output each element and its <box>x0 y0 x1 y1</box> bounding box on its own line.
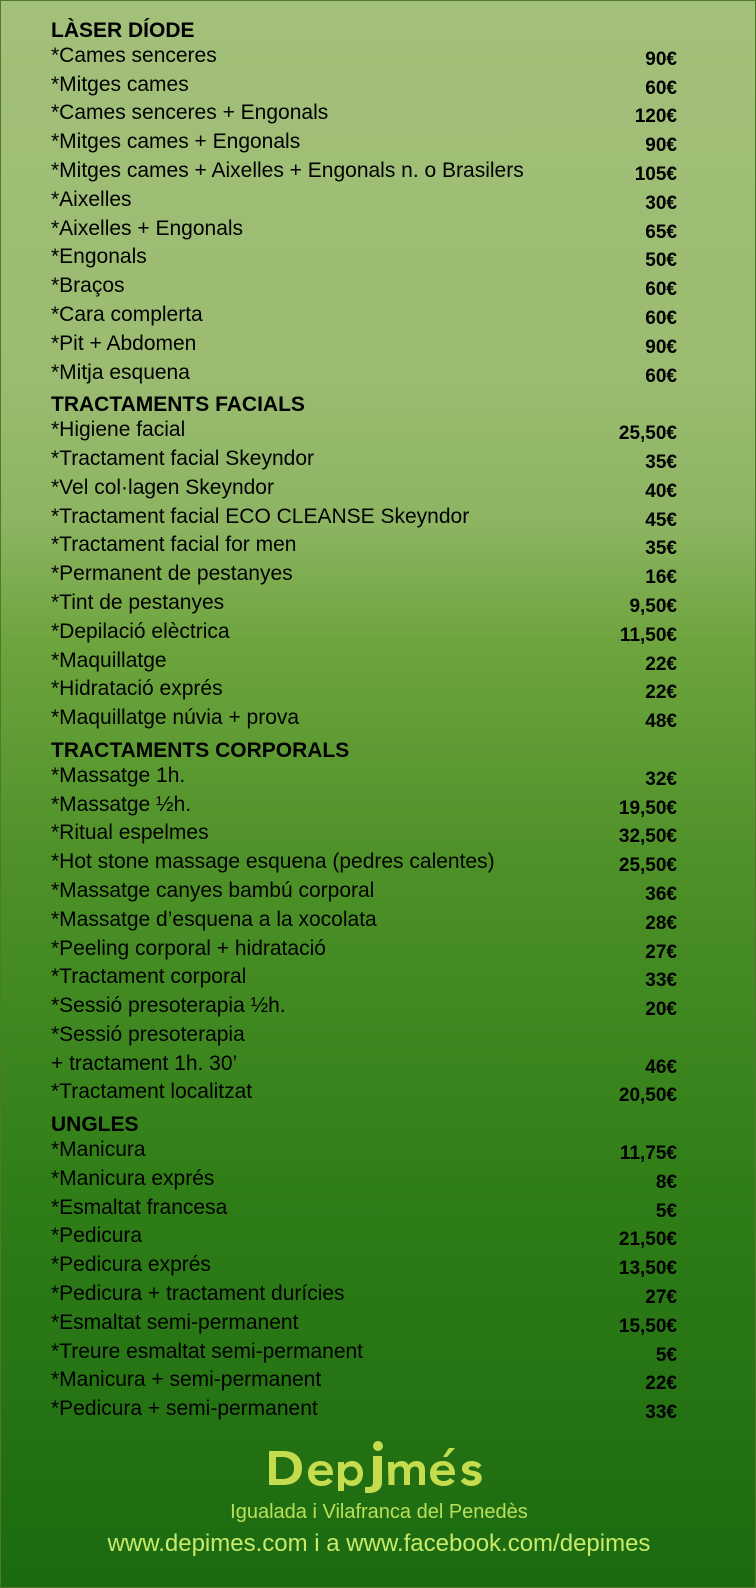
service-name: *Pit + Abdomen <box>51 331 197 355</box>
service-price: 5€ <box>655 1344 677 1366</box>
service-name: *Pedicura + semi-permanent <box>51 1397 318 1421</box>
section-heading: TRACTAMENTS CORPORALS <box>51 738 350 762</box>
service-price: 90€ <box>645 48 677 70</box>
service-name: *Aixelles + Engonals <box>51 216 244 240</box>
service-name: *Mitges cames <box>51 72 189 96</box>
service-price: 48€ <box>645 711 677 733</box>
price-row <box>51 247 677 276</box>
service-name: *Massatge canyes bambú corporal <box>51 878 375 902</box>
service-name: *Manicura <box>51 1138 146 1162</box>
service-price: 20,50€ <box>618 1085 677 1107</box>
service-price: 32€ <box>645 768 677 790</box>
service-price: 27€ <box>645 941 677 963</box>
service-price: 25,50€ <box>618 855 677 877</box>
service-price: 27€ <box>645 1287 677 1309</box>
service-price: 33€ <box>645 1402 677 1424</box>
service-name: *Cara complerta <box>51 302 203 326</box>
price-row <box>51 1082 677 1111</box>
service-price: 9,50€ <box>629 595 677 617</box>
service-price: 60€ <box>645 365 677 387</box>
service-price: 105€ <box>634 163 677 185</box>
service-price: 16€ <box>645 567 677 589</box>
service-name: *Esmaltat semi-permanent <box>51 1310 299 1334</box>
service-price: 32,50€ <box>618 826 677 848</box>
service-name: *Sessió presoterapia + tractament 1h. 30’ <box>51 1022 245 1075</box>
section-heading: UNGLES <box>51 1113 139 1137</box>
service-price: 36€ <box>645 883 677 905</box>
service-price: 22€ <box>645 653 677 675</box>
service-name: *Tractament corporal <box>51 965 247 989</box>
service-name: *Tractament facial for men <box>51 533 297 557</box>
service-name: *Mitges cames + Aixelles + Engonals n. o Brasilers <box>51 158 524 182</box>
service-price: 40€ <box>645 480 677 502</box>
service-name: *Depilació elèctrica <box>51 619 230 643</box>
service-price: 21,50€ <box>618 1229 677 1251</box>
service-name: *Esmaltat francesa <box>51 1195 228 1219</box>
service-price: 33€ <box>645 970 677 992</box>
price-row <box>51 360 677 392</box>
price-row <box>51 708 677 737</box>
service-name: *Maquillatge núvia + prova <box>51 706 300 730</box>
service-name: *Tint de pestanyes <box>51 590 225 614</box>
service-price: 13,50€ <box>618 1258 677 1280</box>
service-price: 25,50€ <box>618 423 677 445</box>
service-price: 120€ <box>634 106 677 128</box>
service-price: 35€ <box>645 538 677 560</box>
service-price: 20€ <box>645 999 677 1021</box>
service-name: *Treure esmaltat semi-permanent <box>51 1339 364 1363</box>
service-price: 65€ <box>645 221 677 243</box>
service-price: 8€ <box>655 1171 677 1193</box>
website-links: www.depimes.com i a www.facebook.com/depimes <box>107 1530 651 1557</box>
service-name: *Massatge ½h. <box>51 792 192 816</box>
service-name: *Tractament localitzat <box>51 1080 253 1104</box>
price-row <box>51 1022 677 1083</box>
service-price: 11,50€ <box>619 624 677 646</box>
service-name: *Cames senceres <box>51 43 217 67</box>
service-name: *Cames senceres + Engonals <box>51 101 329 125</box>
service-name: *Engonals <box>51 245 147 269</box>
service-name: *Hot stone massage esquena (pedres calentes) <box>51 850 495 874</box>
service-name: *Aixelles <box>51 187 132 211</box>
service-price: 22€ <box>645 682 677 704</box>
service-price: 60€ <box>645 77 677 99</box>
service-price: 30€ <box>645 192 677 214</box>
service-price: 46€ <box>645 1056 677 1078</box>
service-price: 45€ <box>645 509 677 531</box>
service-name: *Maquillatge <box>51 648 167 672</box>
footer <box>1 1437 756 1558</box>
price-list <box>51 17 677 1428</box>
locations-text: Igualada i Vilafranca del Penedès <box>230 1501 528 1523</box>
price-row <box>51 1399 677 1428</box>
service-price: 19,50€ <box>618 797 677 819</box>
service-name: *Pedicura exprés <box>51 1253 211 1277</box>
service-name: *Peeling corporal + hidratació <box>51 936 326 960</box>
service-price: 60€ <box>645 279 677 301</box>
service-price: 90€ <box>645 135 677 157</box>
depimes-logo <box>263 1437 495 1493</box>
service-price: 28€ <box>645 912 677 934</box>
service-name: *Tractament facial ECO CLEANSE Skeyndor <box>51 504 470 528</box>
service-price: 22€ <box>645 1373 677 1395</box>
section-heading: TRACTAMENTS FACIALS <box>51 393 305 417</box>
service-name: *Mitges cames + Engonals <box>51 130 301 154</box>
service-price: 90€ <box>645 336 677 358</box>
service-name: *Tractament facial Skeyndor <box>51 446 315 470</box>
service-name: *Mitja esquena <box>51 360 190 384</box>
price-row <box>51 158 677 190</box>
service-name: *Massatge 1h. <box>51 763 186 787</box>
service-name: *Hidratació exprés <box>51 677 223 701</box>
service-name: *Vel col·lagen Skeyndor <box>51 475 274 499</box>
service-price: 5€ <box>655 1200 677 1222</box>
service-name: *Pedicura <box>51 1224 143 1248</box>
service-name: *Braços <box>51 274 125 298</box>
service-name: *Ritual espelmes <box>51 821 209 845</box>
service-name: *Permanent de pestanyes <box>51 562 293 586</box>
service-price: 11,75€ <box>619 1143 677 1165</box>
price-row <box>51 1195 677 1227</box>
service-name: *Massatge d’esquena a la xocolata <box>51 907 377 931</box>
service-price: 35€ <box>645 451 677 473</box>
service-price: 15,50€ <box>618 1315 677 1337</box>
section-heading: LÀSER DÍODE <box>51 19 195 42</box>
service-name: *Manicura exprés <box>51 1166 215 1190</box>
service-name: *Higiene facial <box>51 418 186 442</box>
service-name: *Manicura + semi-permanent <box>51 1368 322 1392</box>
service-price: 60€ <box>645 307 677 329</box>
service-price: 50€ <box>645 250 677 272</box>
service-name: *Pedicura + tractament durícies <box>51 1282 345 1306</box>
service-name: *Sessió presoterapia ½h. <box>51 994 286 1018</box>
